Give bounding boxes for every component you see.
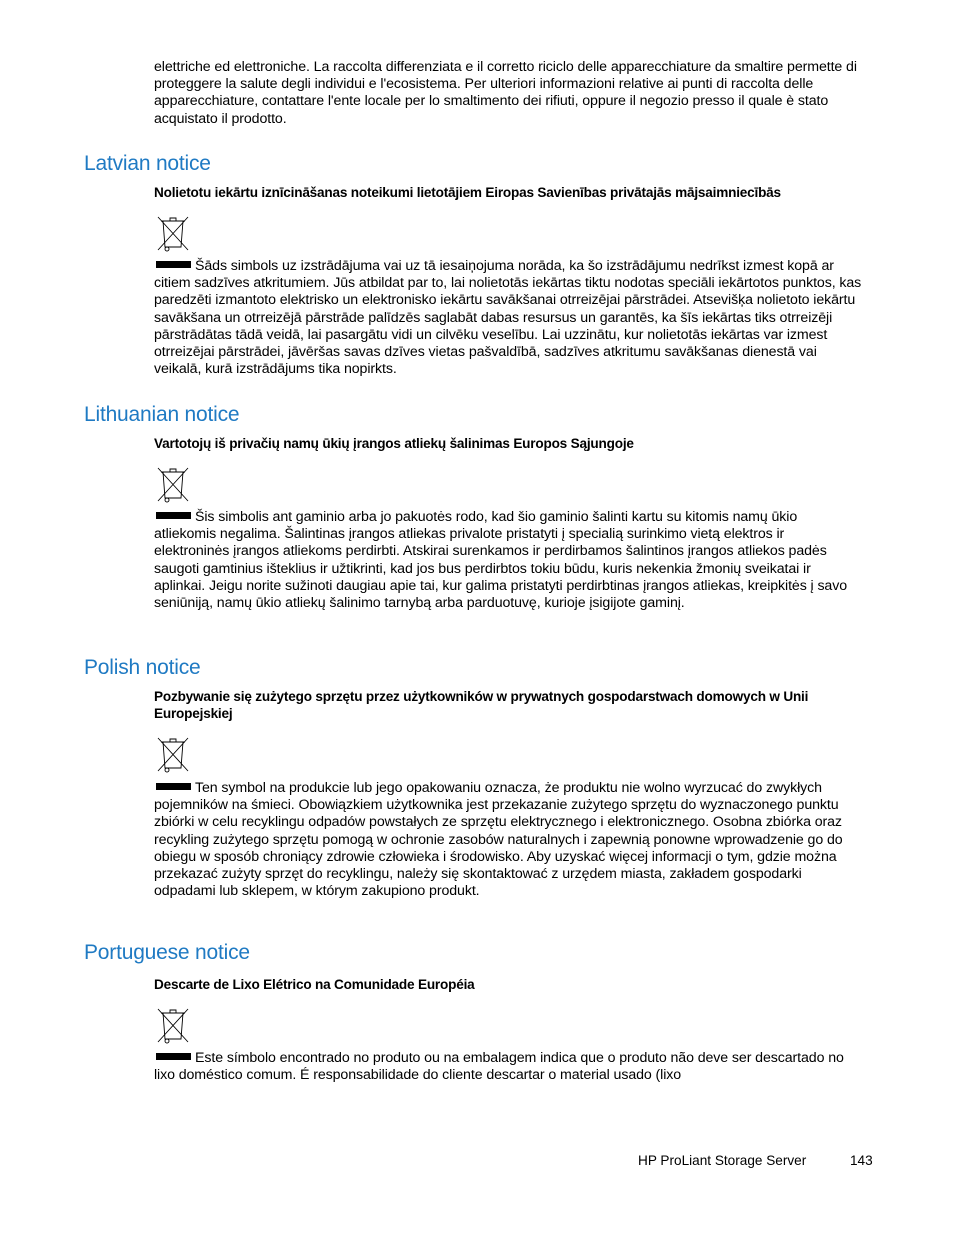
lithuanian-body (154, 509, 862, 612)
footer-product-name: HP ProLiant Storage Server (638, 1153, 807, 1168)
crossed-out-wheelie-bin-icon (155, 214, 191, 252)
lithuanian-heading: Lithuanian notice (84, 403, 240, 426)
black-bar-marker (156, 512, 191, 519)
crossed-out-wheelie-bin-icon (155, 735, 191, 773)
crossed-out-wheelie-bin-icon (155, 1006, 191, 1044)
lithuanian-body-text: Šis simbolis ant gaminio arba jo pakuotės rodo, kad šio gaminio šalinti kartu su kitomis namų ūkio atliekomis negalima. Šalintinas įrangos atliekas privalote pristatyti į specialią surinkimo vietą elektros ir elektroninės įrangos atliekoms perdirbti. Atskirai surenkamos ir perdirbamos šalintinos įrangos atliekos padės saugoti gamtinius išteklius ir užtikrinti, kad jos bus perdirbtos tokiu būdu, kuris nekenkia žmonių sveikatai ir aplinkai. Jeigu norite sužinoti daugiau apie tai, kur galima pristatyti perdirbtinas įrangos atliekas, kreipkitės į savo seniūniją, namų ūkio atliekų šalinimo tarnybą arba parduotuvę, kurioje įsigijote gaminį. (154, 509, 848, 612)
polish-subheading: Pozbywanie się zużytego sprzętu przez użytkowników w prywatnych gospodarstwach domowych w Unii Europejskiej (154, 689, 809, 722)
polish-heading: Polish notice (84, 656, 201, 679)
polish-body-text: Ten symbol na produkcie lub jego opakowaniu oznacza, że produktu nie wolno wyrzucać do zwykłych pojemników na śmieci. Obowiązkiem użytkownika jest przekazanie zużytego sprzętu do wyznaczonego punktu zbiórki w celu recyklingu odpadów powstałych ze sprzętu elektrycznego i elektronicznego. Osobna zbiórka oraz recykling zużytego sprzętu pomogą w ochronie zasobów naturalnych i zapewnią ponowne wprowadzenie go do obiegu w sposób chroniący zdrowie człowieka i środowisko. Aby uzyskać więcej informacji o tym, gdzie można przekazać zużyty sprzęt do recyklingu, należy się skontaktować z urzędem miasta, zakładem gospodarki odpadami lub sklepem, w którym zakupiono produkt. (154, 780, 843, 900)
portuguese-body-text: Este símbolo encontrado no produto ou na embalagem indica que o produto não deve ser descartado no lixo doméstico comum. É responsabilidade do cliente descartar o material usado (lixo (154, 1050, 844, 1084)
latvian-subheading: Nolietotu iekārtu iznīcināšanas noteikumi lietotājiem Eiropas Savienības privātajās mājsaimniecībās (154, 185, 781, 200)
latvian-body-text: Šāds simbols uz izstrādājuma vai uz tā iesaiņojuma norāda, ka šo izstrādājumu nedrīkst izmest kopā ar citiem sadzīves atkritumiem. Jūs atbildat par to, lai nolietotās iekārtas tiktu nodotas speciāli iekārtotos punktos, kas paredzēti izmantoto elektrisko un elektronisko iekārtu savākšanai otrreizējai pārstrādei. Atsevišķa nolietoto iekārtu savākšana un otrreizējā pārstrāde palīdzēs saglabāt dabas resursus un garantēs, ka šīs iekārtas tiks otrreizēji pārstrādātas tādā veidā, lai pasargātu vidi un cilvēku veselību. Lai uzzinātu, kur nolietotās iekārtas var izmest otrreizējai pārstrādei, jāvēršas savas dzīves vietas pašvaldībā, sadzīves atkritumu savākšanas dienestā vai veikalā, kurā izstrādājums tika nopirkts. (154, 258, 862, 378)
black-bar-marker (156, 261, 191, 268)
lithuanian-subheading: Vartotojų iš privačių namų ūkių įrangos atliekų šalinimas Europos Sąjungoje (154, 436, 634, 451)
black-bar-marker (156, 783, 191, 790)
portuguese-subheading: Descarte de Lixo Elétrico na Comunidade Européia (154, 977, 475, 992)
black-bar-marker (156, 1053, 191, 1060)
footer-page-number: 143 (850, 1153, 873, 1168)
crossed-out-wheelie-bin-icon (155, 465, 191, 503)
latvian-body (154, 258, 862, 378)
latvian-heading: Latvian notice (84, 152, 211, 175)
portuguese-heading: Portuguese notice (84, 941, 250, 964)
portuguese-body (154, 1050, 862, 1084)
intro-paragraph: elettriche ed elettroniche. La raccolta differenziata e il corretto riciclo delle apparecchiature da smaltire permette di proteggere la salute degli individui e l'ecosistema. Per ulteriori informazioni relative ai punti di raccolta delle apparecchiature, contattare l'ente locale per lo smaltimento dei rifiuti, oppure il negozio presso il quale è stato acquistato il prodotto. (154, 59, 857, 127)
polish-body (154, 780, 862, 900)
